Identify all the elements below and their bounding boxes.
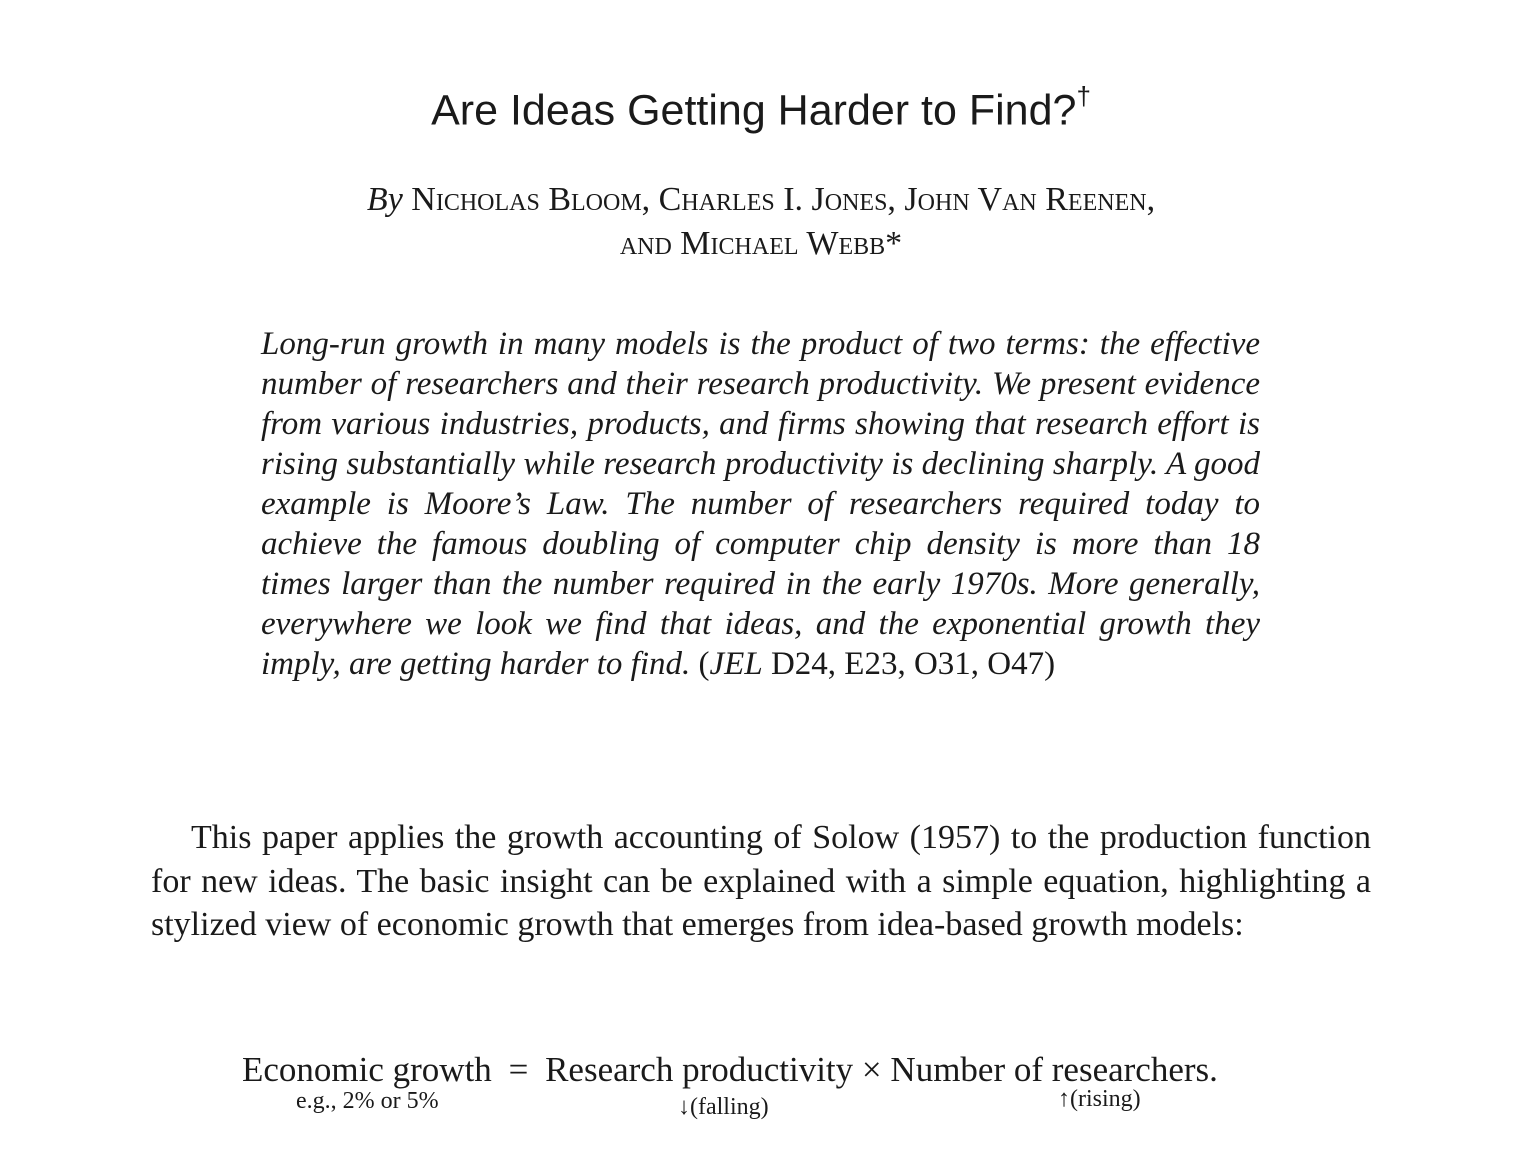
author-by: By [366,181,403,218]
body-paragraph: This paper applies the growth accounting of Solow (1957) to the production function for new ideas. The basic insight can be explained with a simple equation, highlighting a stylized view of economic growth that emerges from idea-based growth models: [151,819,1371,943]
equation-equals: = [508,1050,529,1089]
equation-term-number-of-researchers: Number of researchers. [890,1050,1218,1089]
equation-term-research-productivity: Research productivity [545,1050,854,1089]
jel-classification [699,646,1056,682]
author-line-1 [0,178,1522,222]
jel-open-paren: ( [698,646,710,682]
jel-close-paren: ) [1044,646,1056,682]
title-text: Are Ideas Getting Harder to Find? [431,86,1077,135]
jel-label: JEL [709,646,763,682]
jel-codes: D24, E23, O31, O47 [770,646,1045,682]
author-names-line-2: and Michael Webb* [619,225,903,262]
equation-note-falling: ↓(falling) [678,1094,769,1120]
author-names-line-1: Nicholas Bloom, Charles I. Jones, John Van Reenen, [411,181,1156,218]
paper-title [0,72,1522,138]
equation-times: × [861,1050,882,1089]
equation-lhs: Economic growth [242,1050,492,1089]
equation-note-economic-growth: e.g., 2% or 5% [296,1088,439,1114]
title-footnote-mark: † [1076,81,1091,111]
equation-note-rising: ↑(rising) [1058,1086,1141,1112]
abstract [261,324,1260,684]
abstract-text: Long-run growth in many models is the product of two terms: the effective number of researchers and their research productivity. We present evidence from various industries, products, and firms showing that research effort is rising substantially while research productivity is declining sharply. A good example is Moore’s Law. The number of researchers required today to achieve the famous doubling of computer chip density is more than 18 times larger than the number required in the early 1970s. More generally, everywhere we look we find that ideas, and the exponential growth they imply, are getting harder to find. [261,326,1260,682]
author-block [0,178,1522,266]
